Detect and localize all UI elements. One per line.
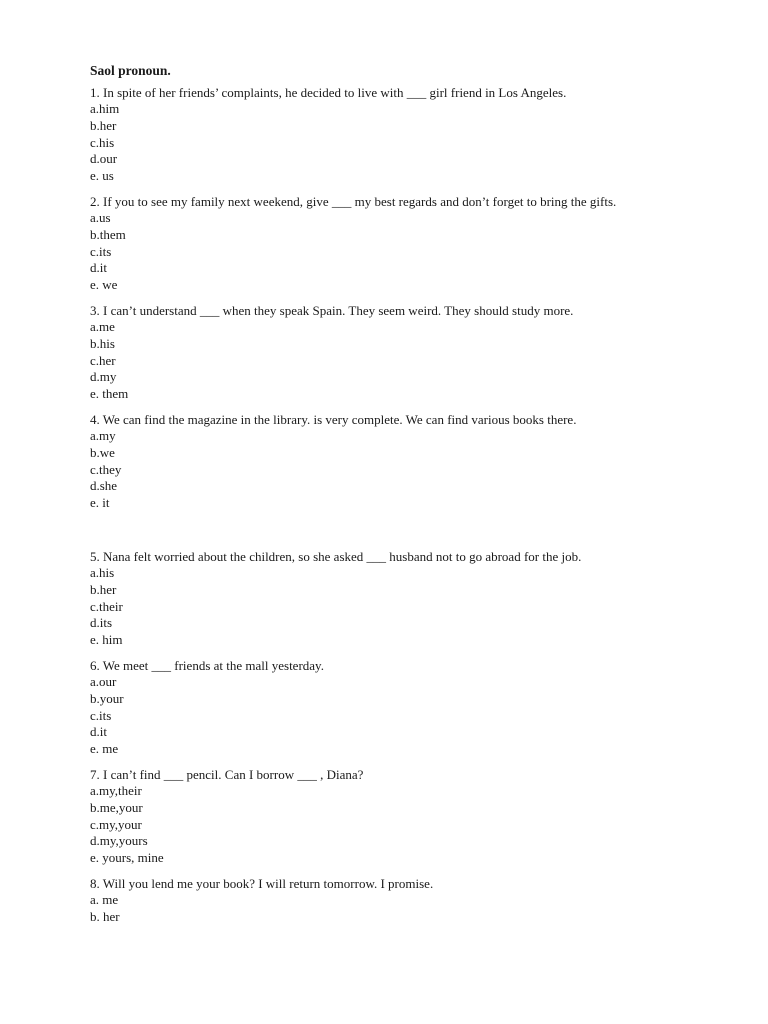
option-b: b.her: [90, 117, 117, 133]
option-d: d.it: [90, 724, 107, 740]
option-c: c.its: [90, 243, 112, 259]
option-a: a.my: [90, 427, 116, 443]
option-b: b.her: [90, 581, 117, 597]
option-d: d.she: [90, 478, 118, 494]
option-d: d.it: [90, 260, 107, 276]
question-6: [90, 657, 690, 758]
option-e: e. yours, mine: [90, 850, 164, 866]
option-b: b.his: [90, 335, 115, 351]
option-b: b.we: [90, 444, 115, 460]
question-7: [90, 766, 690, 867]
option-a: a.me: [90, 318, 115, 334]
option-c: c.they: [90, 461, 122, 477]
option-c: c.its: [90, 707, 112, 723]
question-5: [90, 548, 690, 649]
question-text: 5. Nana felt worried about the children, so she asked ___ husband not to go abroad for the job.: [90, 548, 582, 564]
question-text: 3. I can’t understand ___ when they speak Spain. They seem weird. They should study more.: [90, 302, 574, 318]
question-text: 4. We can find the magazine in the library. is very complete. We can find various books there.: [90, 411, 577, 427]
option-e: e. him: [90, 632, 123, 648]
question-text: 2. If you to see my family next weekend, give ___ my best regards and don’t forget to bring the gifts.: [90, 193, 617, 209]
document-page: [90, 62, 690, 933]
option-b: b.me,your: [90, 799, 143, 815]
question-text: 6. We meet ___ friends at the mall yesterday.: [90, 657, 324, 673]
option-d: d.my,yours: [90, 833, 148, 849]
page-title: Saol pronoun.: [90, 63, 171, 78]
option-a: a.my,their: [90, 782, 142, 798]
option-c: c.my,your: [90, 816, 142, 832]
option-c: c.their: [90, 598, 123, 614]
option-a: a.us: [90, 209, 111, 225]
option-b: b.your: [90, 690, 124, 706]
option-e: e. it: [90, 495, 110, 511]
option-d: d.my: [90, 369, 117, 385]
option-a: a.him: [90, 101, 120, 116]
option-e: e. them: [90, 386, 129, 402]
question-text: 7. I can’t find ___ pencil. Can I borrow ___ , Diana?: [90, 766, 364, 782]
option-a: a. me: [90, 891, 119, 907]
question-text: 8. Will you lend me your book? I will return tomorrow. I promise.: [90, 875, 434, 891]
question-1: [90, 84, 690, 185]
question-4: [90, 411, 690, 512]
option-d: d.our: [90, 151, 118, 167]
question-3: [90, 302, 690, 403]
option-b: b. her: [90, 908, 120, 924]
question-2: [90, 193, 690, 294]
question-8: [90, 875, 690, 926]
question-text: 1. In spite of her friends’ complaints, he decided to live with ___ girl friend in Los Angeles.: [90, 85, 567, 100]
option-e: e. me: [90, 741, 119, 757]
option-c: c.her: [90, 352, 116, 368]
option-d: d.its: [90, 615, 113, 631]
option-a: a.our: [90, 673, 117, 689]
option-a: a.his: [90, 564, 115, 580]
option-e: e. us: [90, 168, 114, 184]
option-c: c.his: [90, 134, 115, 150]
option-e: e. we: [90, 277, 118, 293]
option-b: b.them: [90, 226, 126, 242]
